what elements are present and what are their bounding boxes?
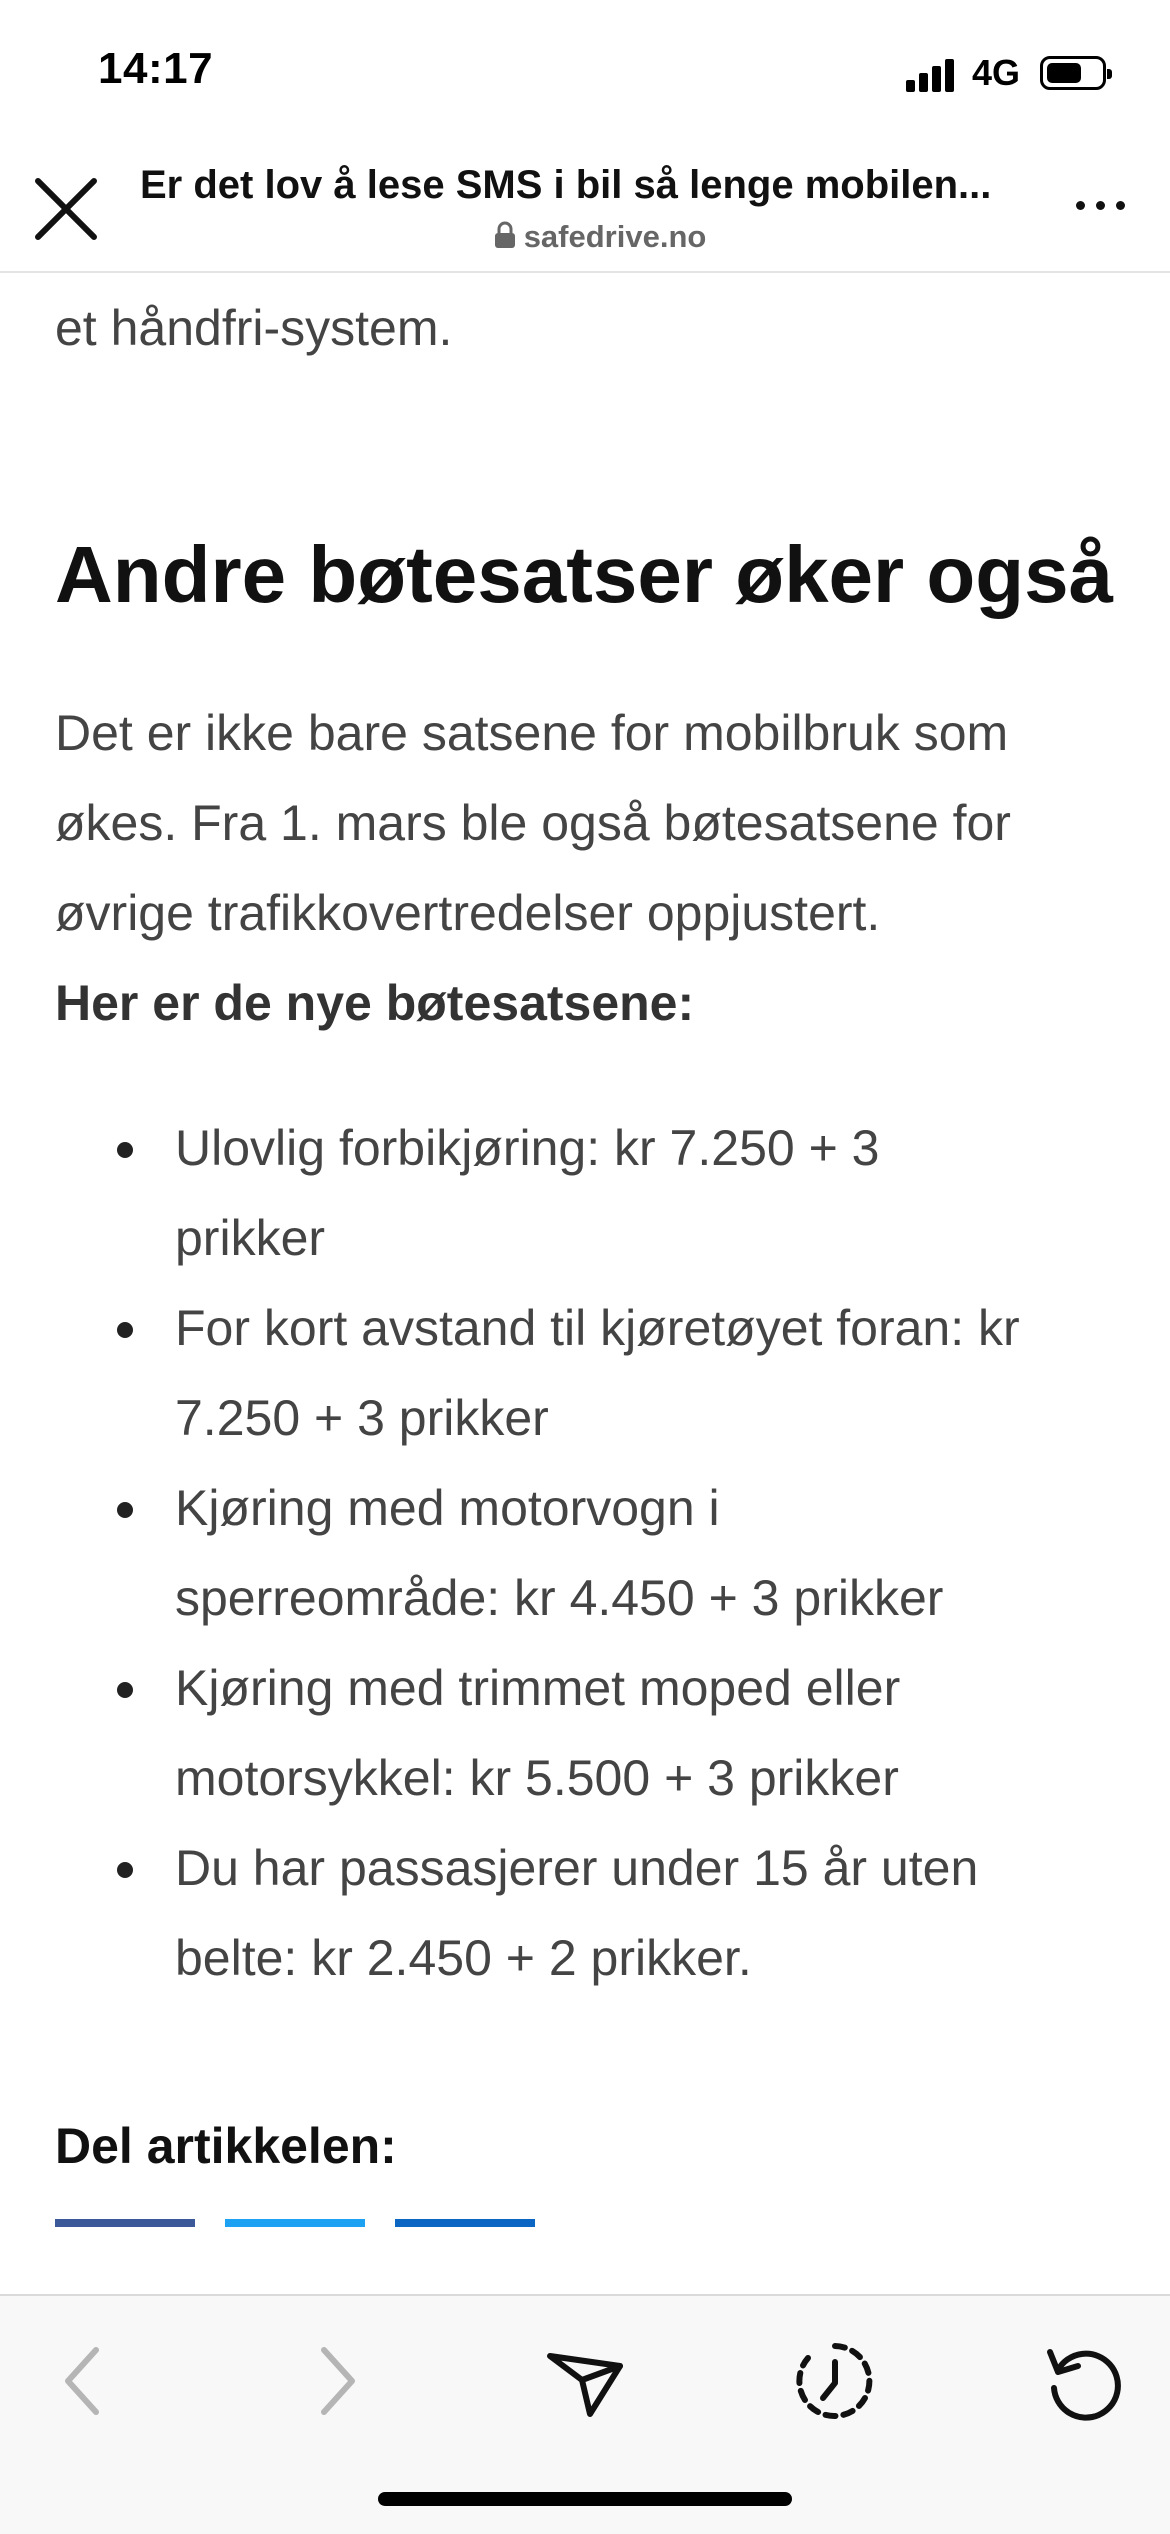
list-item: Du har passasjerer under 15 år uten belte: kr 2.450 + 2 prikker. — [55, 1823, 1115, 2003]
share-linkedin-button[interactable] — [395, 2219, 535, 2227]
network-type: 4G — [972, 52, 1021, 93]
battery-level — [1047, 63, 1081, 83]
article-content — [0, 273, 1170, 2293]
bullet-icon — [117, 1862, 133, 1878]
body-paragraph — [55, 688, 1135, 958]
share-icon — [540, 2336, 630, 2426]
fines-intro: Her er de nye bøtesatsene: — [55, 975, 695, 1031]
home-indicator[interactable] — [378, 2492, 792, 2506]
body-line: øvrige trafikkovertredelser oppjustert. — [55, 885, 881, 941]
lock-icon — [494, 221, 516, 257]
battery-icon — [1040, 56, 1106, 90]
list-item: For kort avstand til kjøretøyet foran: kr 7.250 + 3 prikker — [55, 1283, 1115, 1463]
reload-icon — [1040, 2336, 1130, 2426]
status-time: 14:17 — [98, 44, 214, 93]
list-item: Kjøring med motorvogn i sperreområde: kr 4.450 + 3 prikker — [55, 1463, 1115, 1643]
history-button[interactable] — [790, 2336, 880, 2426]
domain-text: safedrive.no — [523, 219, 707, 254]
cellular-signal-icon — [906, 56, 956, 92]
body-line: Det er ikke bare satsene for mobilbruk som — [55, 705, 1009, 761]
bullet-icon — [117, 1682, 133, 1698]
bullet-icon — [117, 1142, 133, 1158]
share-button[interactable] — [540, 2336, 630, 2426]
more-options-button[interactable] — [1076, 201, 1132, 221]
share-twitter-button[interactable] — [225, 2219, 365, 2227]
forward-icon — [290, 2336, 380, 2426]
reload-button[interactable] — [1040, 2336, 1130, 2426]
body-line: økes. Fra 1. mars ble også bøtesatsene for — [55, 795, 1011, 851]
list-item: Kjøring med trimmet moped eller motorsykkel: kr 5.500 + 3 prikker — [55, 1643, 1115, 1823]
share-facebook-button[interactable] — [55, 2219, 195, 2227]
paragraph-text: et håndfri-system. — [55, 300, 453, 356]
share-heading: Del artikkelen: — [55, 2118, 397, 2174]
browser-header — [0, 145, 1170, 273]
page-title[interactable]: Er det lov å lese SMS i bil så lenge mobilen... — [140, 163, 992, 207]
fines-list — [55, 1103, 1115, 2003]
back-button[interactable] — [40, 2336, 130, 2426]
forward-button[interactable] — [290, 2336, 380, 2426]
history-icon — [790, 2336, 880, 2426]
bullet-icon — [117, 1502, 133, 1518]
list-item: Ulovlig forbikjøring: kr 7.250 + 3 prikker — [55, 1103, 1115, 1283]
url-display[interactable] — [0, 219, 1170, 257]
section-heading: Andre bøtesatser øker også — [55, 530, 1114, 619]
bullet-icon — [117, 1322, 133, 1338]
status-bar — [0, 0, 1170, 145]
back-icon — [40, 2336, 130, 2426]
